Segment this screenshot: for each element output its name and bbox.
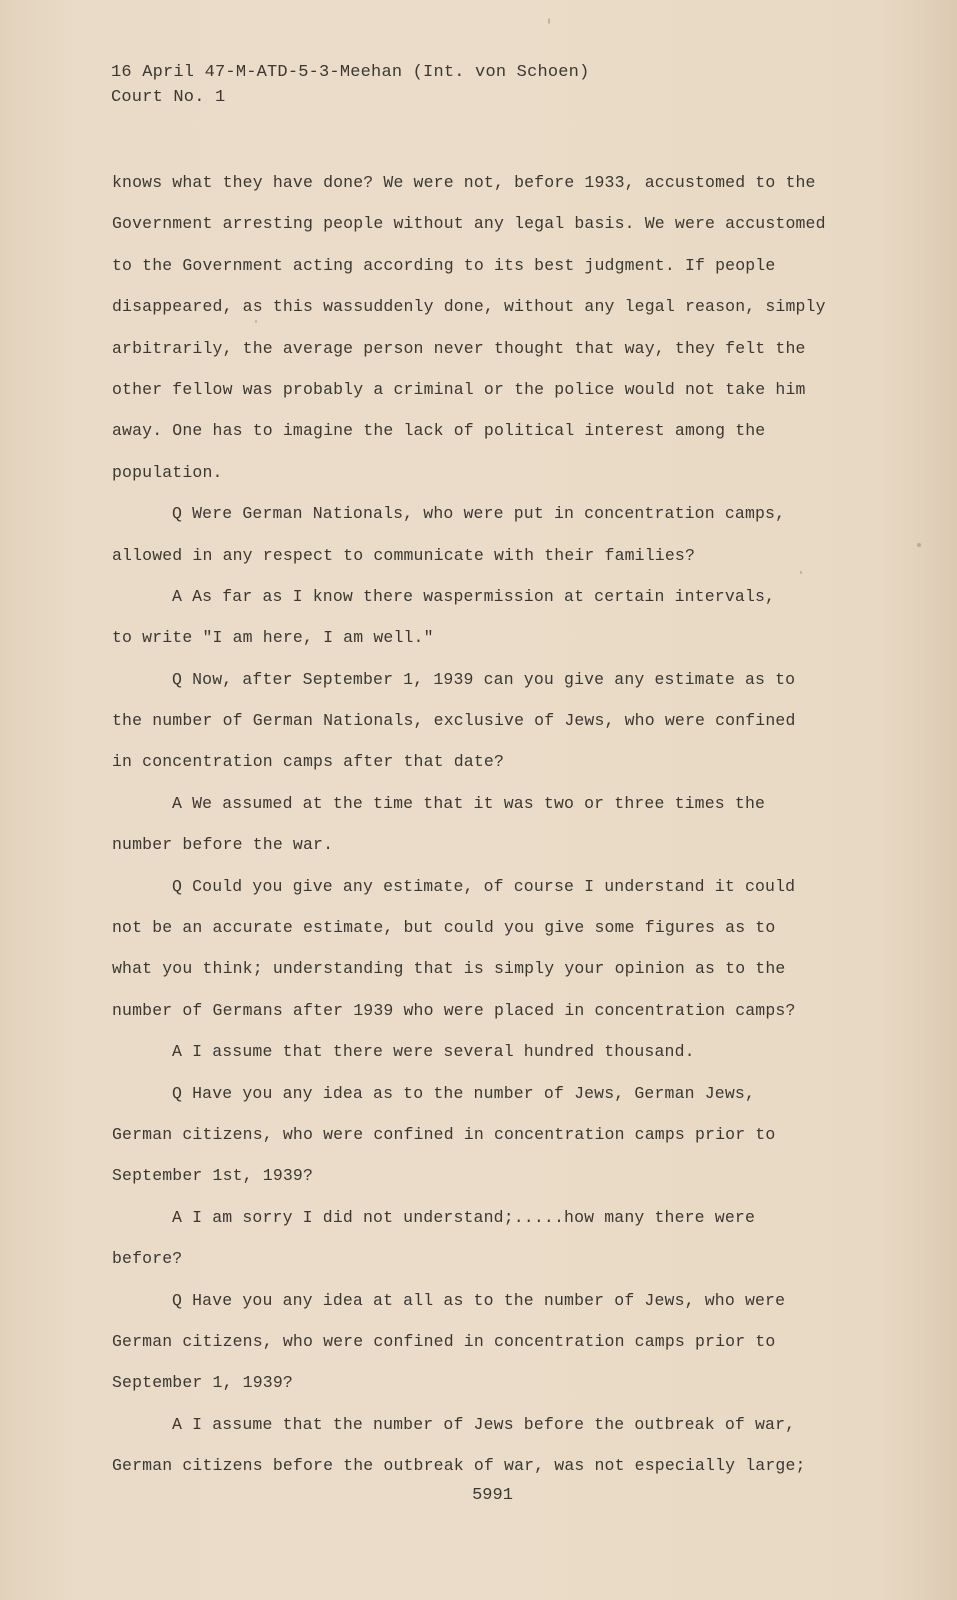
transcript-line: disappeared, as this wassuddenly done, without any legal reason, simply	[112, 297, 826, 317]
transcript-line: not be an accurate estimate, but could you give some figures as to	[112, 918, 776, 938]
question-line: Q Could you give any estimate, of course I understand it could	[172, 876, 796, 896]
transcript-line: what you think; understanding that is simply your opinion as to the	[112, 959, 786, 979]
transcript-line: to write "I am here, I am well."	[112, 628, 434, 648]
answer-line: A I am sorry I did not understand;.....how many there were	[172, 1207, 755, 1227]
transcript-line: September 1st, 1939?	[112, 1166, 314, 1186]
transcript-line: German citizens, who were confined in concentration camps prior to	[112, 1331, 776, 1351]
answer-line: A We assumed at the time that it was two or three times the	[172, 793, 766, 813]
transcript-body	[112, 162, 842, 1487]
transcript-line: the number of German Nationals, exclusive of Jews, who were confined	[112, 711, 796, 731]
transcript-line: allowed in any respect to communicate with their families?	[112, 545, 695, 565]
paper-speck	[800, 571, 802, 574]
transcript-line: other fellow was probably a criminal or the police would not take him	[112, 379, 806, 399]
answer-line: A As far as I know there waspermission at certain intervals,	[172, 586, 776, 606]
question-line: Q Were German Nationals, who were put in concentration camps,	[172, 504, 786, 524]
document-header	[111, 60, 589, 110]
transcript-line: before?	[112, 1249, 183, 1269]
answer-line: A I assume that there were several hundred thousand.	[172, 1042, 695, 1062]
transcript-line: knows what they have done? We were not, before 1933, accustomed to the	[112, 173, 816, 192]
header-court-line: Court No. 1	[111, 88, 226, 107]
question-line: Q Now, after September 1, 1939 can you give any estimate as to	[172, 669, 796, 689]
transcript-line: away. One has to imagine the lack of political interest among the	[112, 421, 766, 441]
header-case-line: 16 April 47-M-ATD-5-3-Meehan (Int. von Schoen)	[111, 63, 590, 82]
transcript-line: German citizens, who were confined in concentration camps prior to	[112, 1124, 776, 1144]
transcript-line: arbitrarily, the average person never thought that way, they felt the	[112, 338, 806, 358]
transcript-line: to the Government acting according to its best judgment. If people	[112, 255, 776, 275]
page-number: 5991	[472, 1486, 513, 1505]
transcript-line: German citizens before the outbreak of war, was not especially large;	[112, 1456, 806, 1476]
paper-speck	[917, 543, 921, 547]
transcript-line: Government arresting people without any legal basis. We were accustomed	[112, 214, 826, 234]
transcript-line: population.	[112, 462, 223, 482]
paper-speck	[548, 18, 550, 24]
question-line: Q Have you any idea at all as to the number of Jews, who were	[172, 1290, 786, 1310]
transcript-line: number of Germans after 1939 who were placed in concentration camps?	[112, 1000, 796, 1020]
transcript-line: in concentration camps after that date?	[112, 752, 505, 772]
paper-speck	[255, 320, 257, 323]
answer-line: A I assume that the number of Jews before the outbreak of war,	[172, 1414, 796, 1434]
transcript-line: number before the war.	[112, 835, 334, 855]
transcript-line: September 1, 1939?	[112, 1373, 293, 1393]
question-line: Q Have you any idea as to the number of Jews, German Jews,	[172, 1083, 755, 1103]
